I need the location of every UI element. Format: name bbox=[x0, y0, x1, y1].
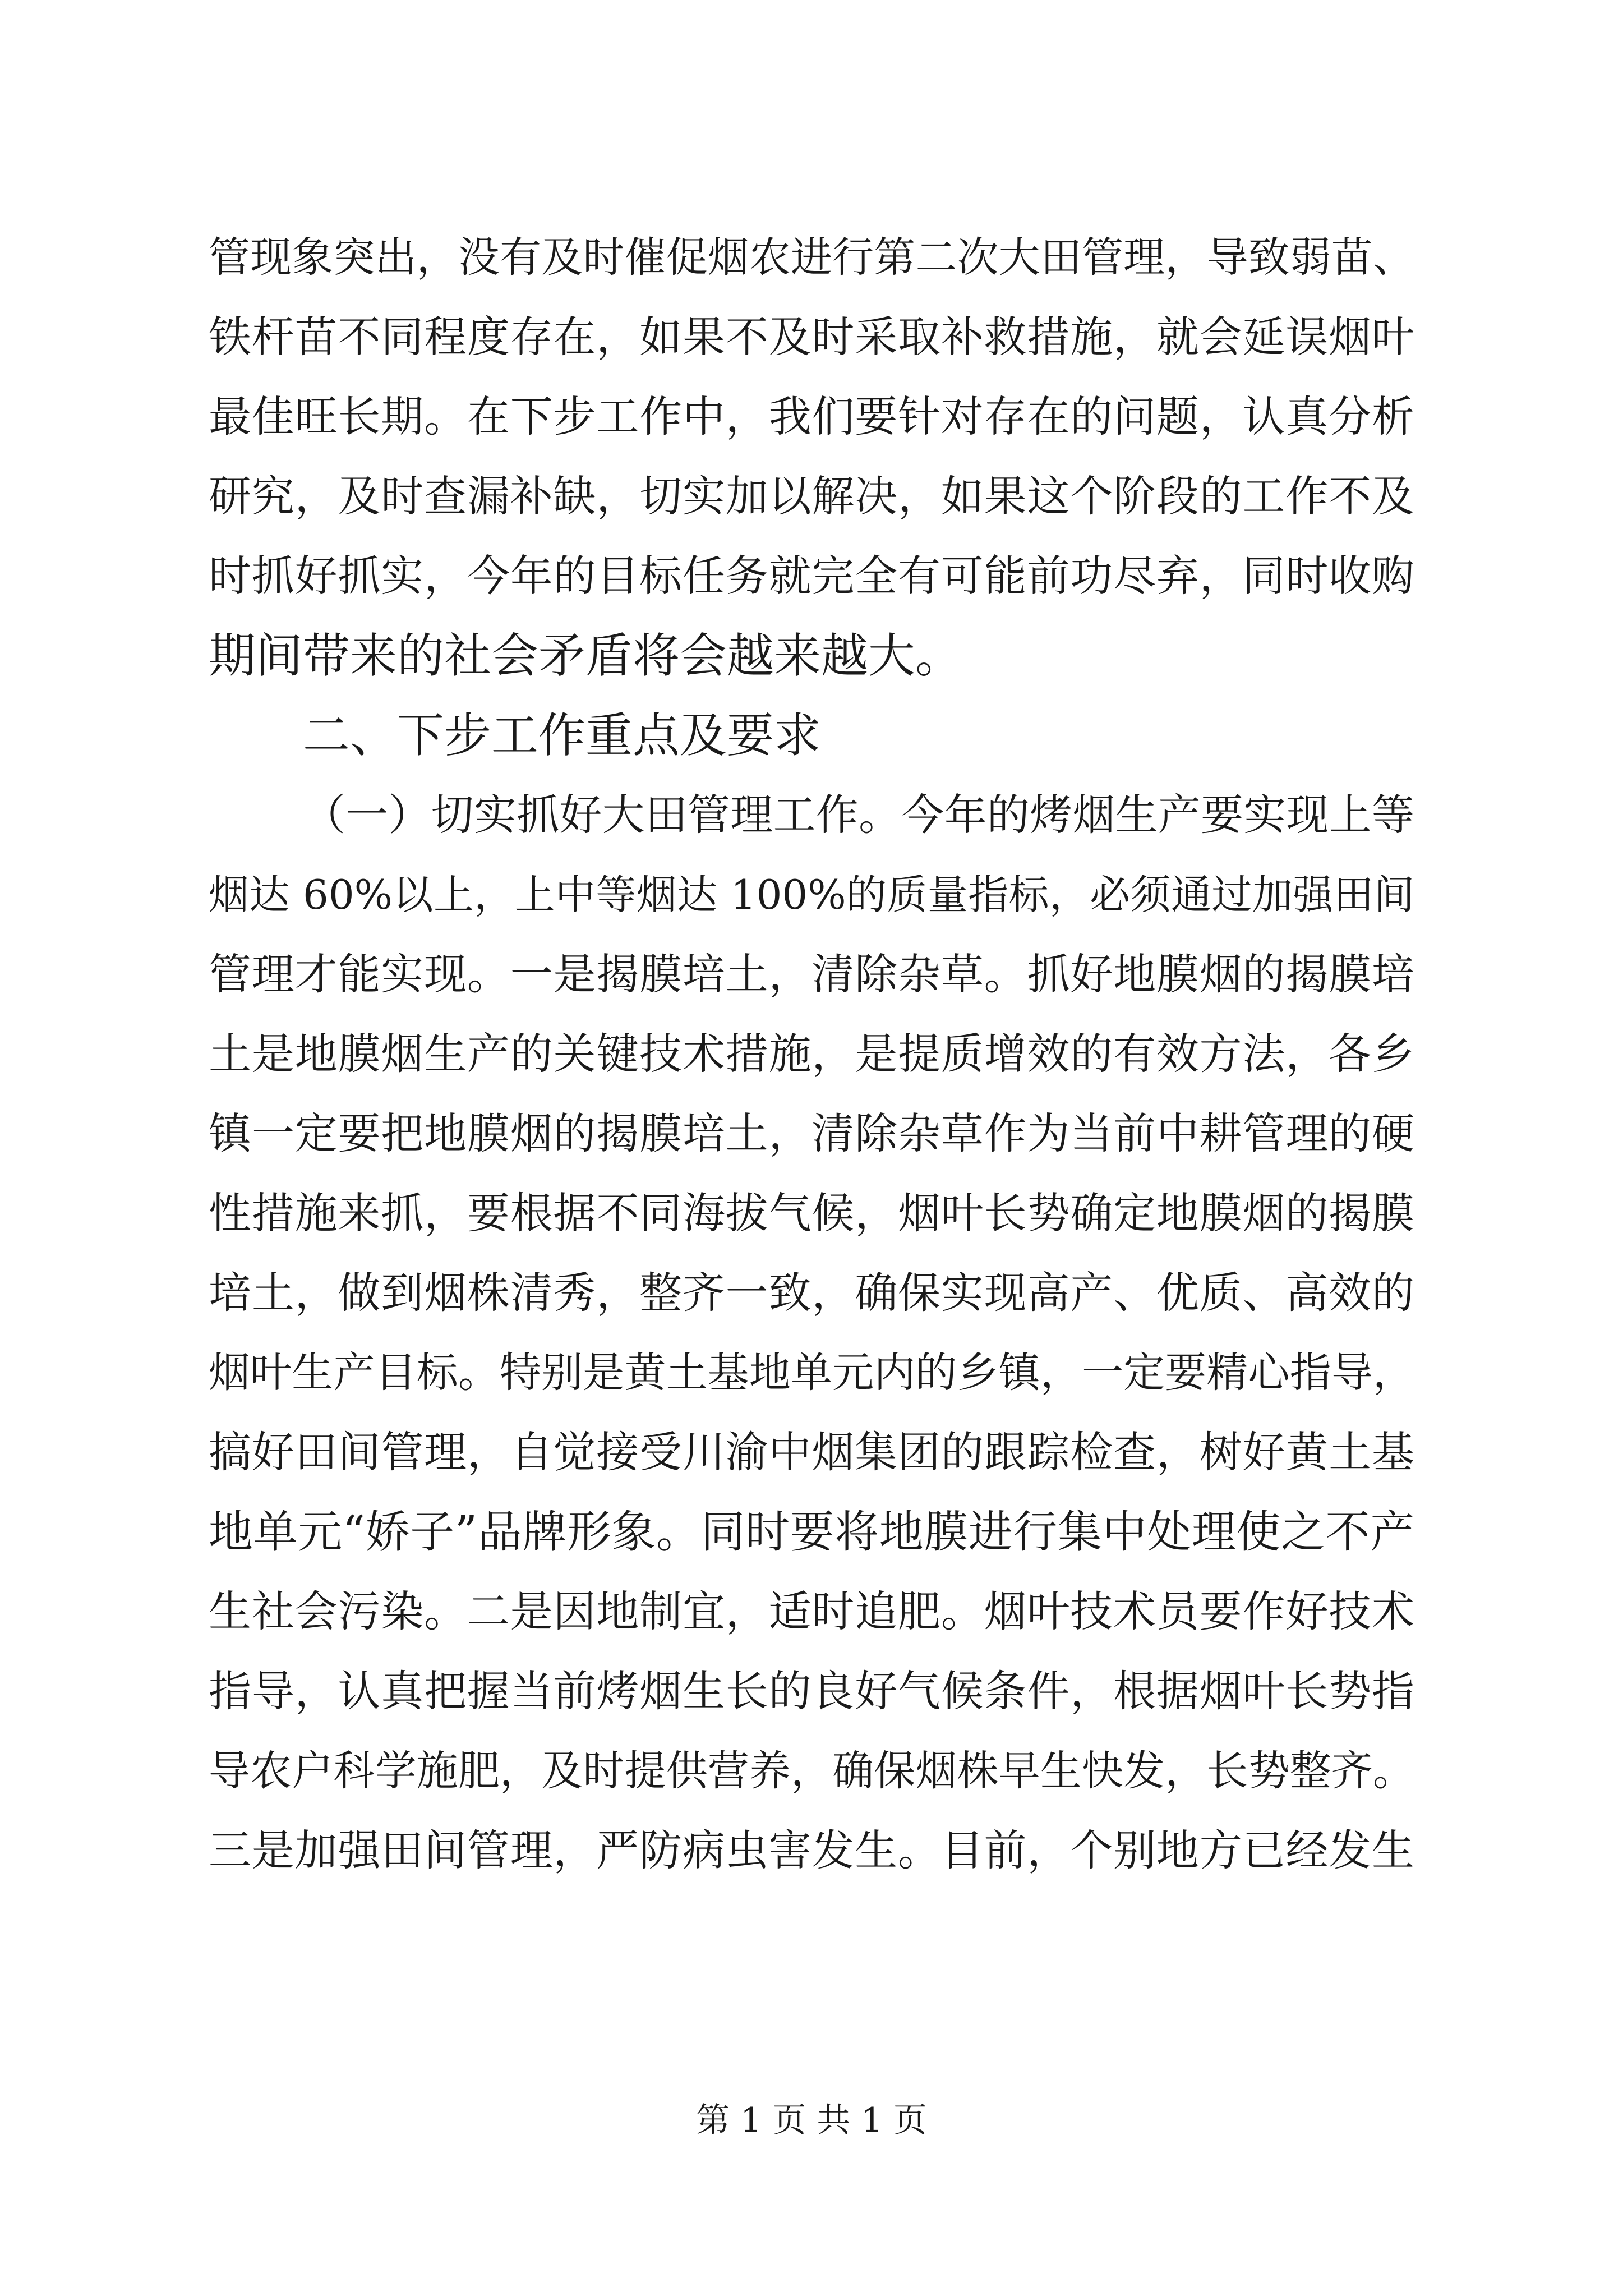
text-line: 导农户科学施肥，及时提供营养，确保烟株早生快发，长势整齐。 bbox=[209, 1747, 1414, 1795]
text-line: 生社会污染。二是因地制宜，适时追肥。烟叶技术员要作好技术 bbox=[209, 1586, 1414, 1636]
text-line: 指导，认真把握当前烤烟生长的良好气候条件，根据烟叶长势指 bbox=[209, 1666, 1414, 1716]
text-line: 培土，做到烟株清秀，整齐一致，确保实现高产、优质、高效的 bbox=[209, 1268, 1414, 1318]
text-line: 铁杆苗不同程度存在，如果不及时采取补救措施，就会延误烟叶 bbox=[209, 312, 1414, 362]
text-line: 烟达 60%以上，上中等烟达 100%的质量指标，必须通过加强田间 bbox=[209, 871, 1414, 918]
text-line: 管理才能实现。一是揭膜培土，清除杂草。抓好地膜烟的揭膜培 bbox=[209, 949, 1414, 999]
text-line: 三是加强田间管理，严防病虫害发生。目前，个别地方已经发生 bbox=[209, 1825, 1414, 1875]
page-number-footer: 第 1 页 共 1 页 bbox=[696, 2101, 927, 2140]
text-line: 管现象突出，没有及时催促烟农进行第二次大田管理，导致弱苗、 bbox=[209, 233, 1414, 282]
document-body bbox=[209, 218, 1414, 1890]
text-line: 研究，及时查漏补缺，切实加以解决，如果这个阶段的工作不及 bbox=[209, 471, 1414, 521]
text-line: 地单元“娇子”品牌形象。同时要将地膜进行集中处理使之不产 bbox=[209, 1506, 1414, 1558]
text-line: 镇一定要把地膜烟的揭膜培土，清除杂草作为当前中耕管理的硬 bbox=[209, 1108, 1414, 1158]
text-line: 期间带来的社会矛盾将会越来越大。 bbox=[209, 628, 963, 683]
text-line: （一）切实抓好大田管理工作。今年的烤烟生产要实现上等 bbox=[303, 790, 1414, 840]
text-line: 烟叶生产目标。特别是黄土基地单元内的乡镇，一定要精心指导， bbox=[209, 1349, 1414, 1397]
text-line: 性措施来抓，要根据不同海拔气候，烟叶长势确定地膜烟的揭膜 bbox=[209, 1188, 1414, 1238]
section-heading: 二、下步工作重点及要求 bbox=[303, 708, 822, 763]
text-line: 土是地膜烟生产的关键技术措施，是提质增效的有效方法，各乡 bbox=[209, 1029, 1414, 1079]
text-line: 最佳旺长期。在下步工作中，我们要针对存在的问题，认真分析 bbox=[209, 392, 1414, 441]
text-line: 时抓好抓实，今年的目标任务就完全有可能前功尽弃，同时收购 bbox=[209, 551, 1414, 601]
text-line: 搞好田间管理，自觉接受川渝中烟集团的跟踪检查，树好黄土基 bbox=[209, 1427, 1414, 1477]
